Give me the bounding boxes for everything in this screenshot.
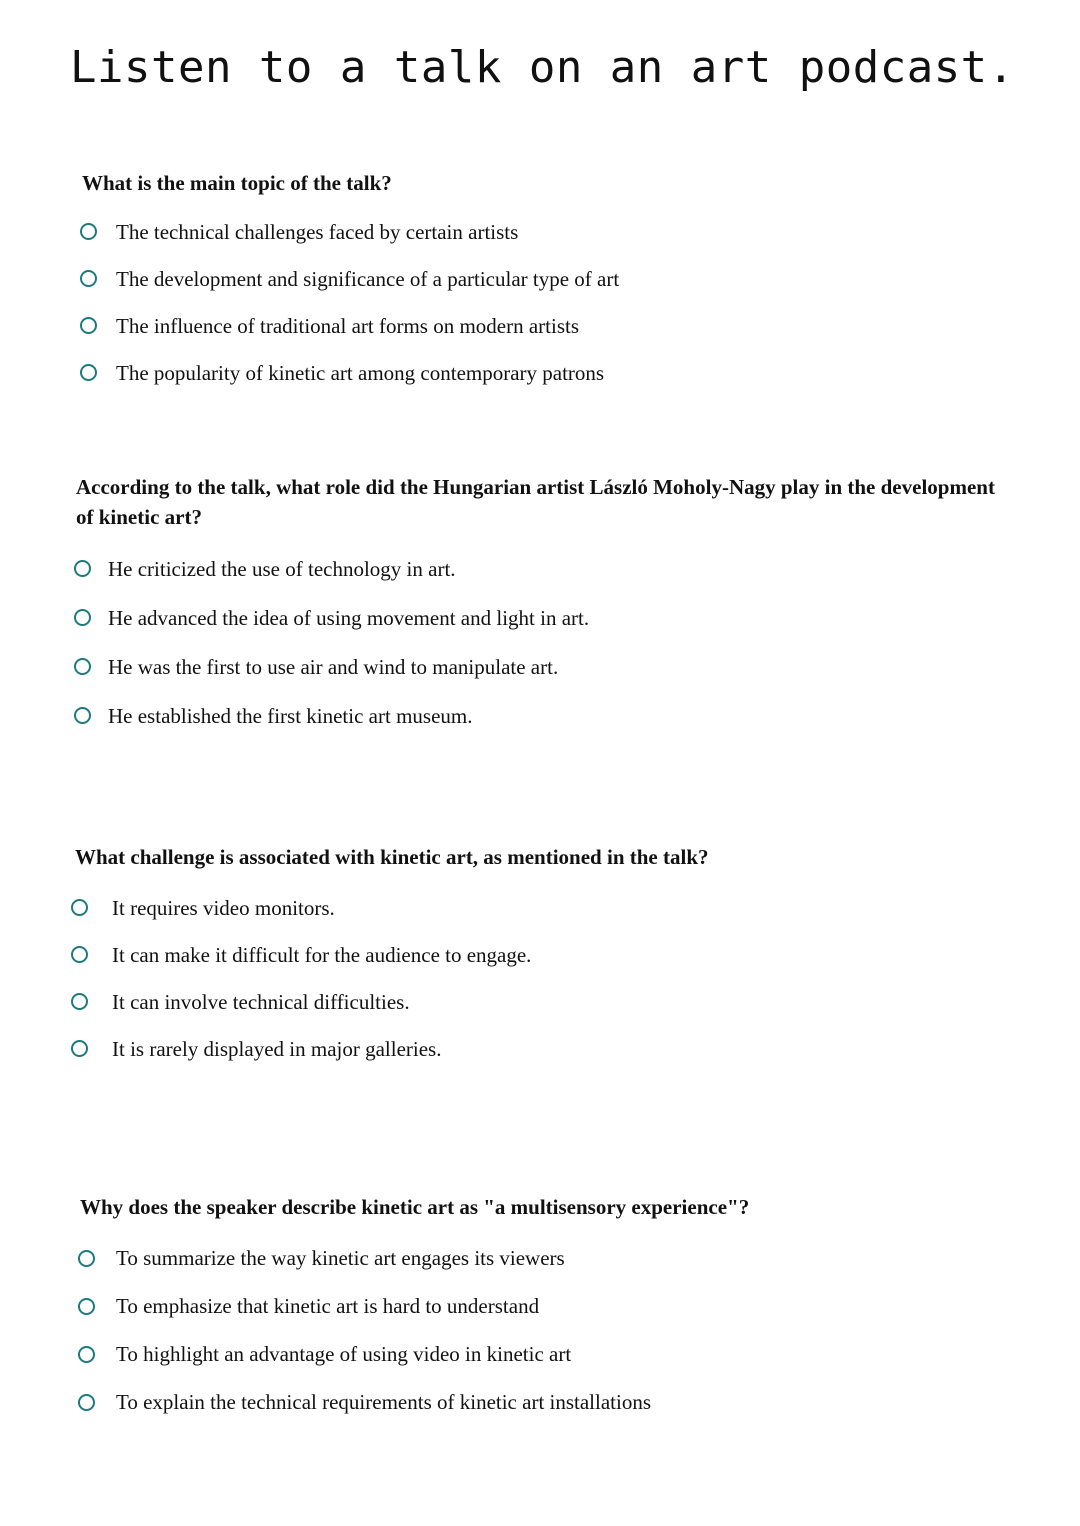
option-label: The influence of traditional art forms on modern artists [116,313,580,338]
radio-button[interactable] [71,899,88,916]
option-label: The technical challenges faced by certain artists [116,219,519,244]
question-2-options [74,544,996,740]
option-label: He established the first kinetic art museum. [108,703,473,728]
question-2-option-1[interactable] [74,544,996,593]
option-label: To highlight an advantage of using video in kinetic art [116,1342,572,1366]
option-label: It requires video monitors. [112,895,335,920]
radio-button[interactable] [78,1250,95,1267]
radio-button[interactable] [74,658,91,675]
radio-button[interactable] [74,560,91,577]
question-1-option-3[interactable] [80,302,982,349]
radio-button[interactable] [71,1040,88,1057]
radio-button[interactable] [80,223,97,240]
question-3-text: What challenge is associated with kinetic art, as mentioned in the talk? [75,845,709,869]
question-1 [82,168,982,396]
option-label: To explain the technical requirements of kinetic art installations [116,1390,652,1414]
question-4 [80,1192,1000,1426]
radio-button[interactable] [71,946,88,963]
question-4-options [78,1234,1000,1426]
radio-button[interactable] [78,1298,95,1315]
question-4-text: Why does the speaker describe kinetic art as "a multisensory experience"? [80,1195,750,1219]
option-label: He advanced the idea of using movement and light in art. [108,605,590,630]
question-3-option-3[interactable] [71,978,995,1025]
question-3 [75,842,995,1072]
question-1-text: What is the main topic of the talk? [82,171,392,195]
option-label: He criticized the use of technology in art. [108,556,456,581]
question-3-option-1[interactable] [71,884,995,931]
option-label: It can make it difficult for the audience to engage. [112,942,532,967]
question-1-options [80,208,982,396]
question-2-option-2[interactable] [74,593,996,642]
option-label: The development and significance of a particular type of art [116,266,620,291]
question-3-option-4[interactable] [71,1025,995,1072]
question-1-option-1[interactable] [80,208,982,255]
question-1-option-4[interactable] [80,349,982,396]
page-title: Listen to a talk on an art podcast. [70,42,1015,93]
radio-button[interactable] [71,993,88,1010]
option-label: It is rarely displayed in major galleries. [112,1036,442,1061]
question-3-options [71,884,995,1072]
question-3-option-2[interactable] [71,931,995,978]
radio-button[interactable] [74,609,91,626]
option-label: To emphasize that kinetic art is hard to understand [116,1294,540,1318]
radio-button[interactable] [78,1346,95,1363]
option-label: The popularity of kinetic art among contemporary patrons [116,360,605,385]
radio-button[interactable] [80,364,97,381]
question-4-option-4[interactable] [78,1378,1000,1426]
option-label: To summarize the way kinetic art engages its viewers [116,1246,565,1270]
radio-button[interactable] [80,270,97,287]
option-label: He was the first to use air and wind to manipulate art. [108,654,559,679]
radio-button[interactable] [80,317,97,334]
radio-button[interactable] [74,707,91,724]
question-4-option-2[interactable] [78,1282,1000,1330]
option-label: It can involve technical difficulties. [112,989,410,1014]
radio-button[interactable] [78,1394,95,1411]
question-2-text: According to the talk, what role did the Hungarian artist László Moholy-Nagy play in the development of kinetic art? [76,475,995,529]
question-2-option-4[interactable] [74,691,996,740]
question-1-option-2[interactable] [80,255,982,302]
question-4-option-3[interactable] [78,1330,1000,1378]
question-2 [76,472,996,740]
question-4-option-1[interactable] [78,1234,1000,1282]
question-2-option-3[interactable] [74,642,996,691]
